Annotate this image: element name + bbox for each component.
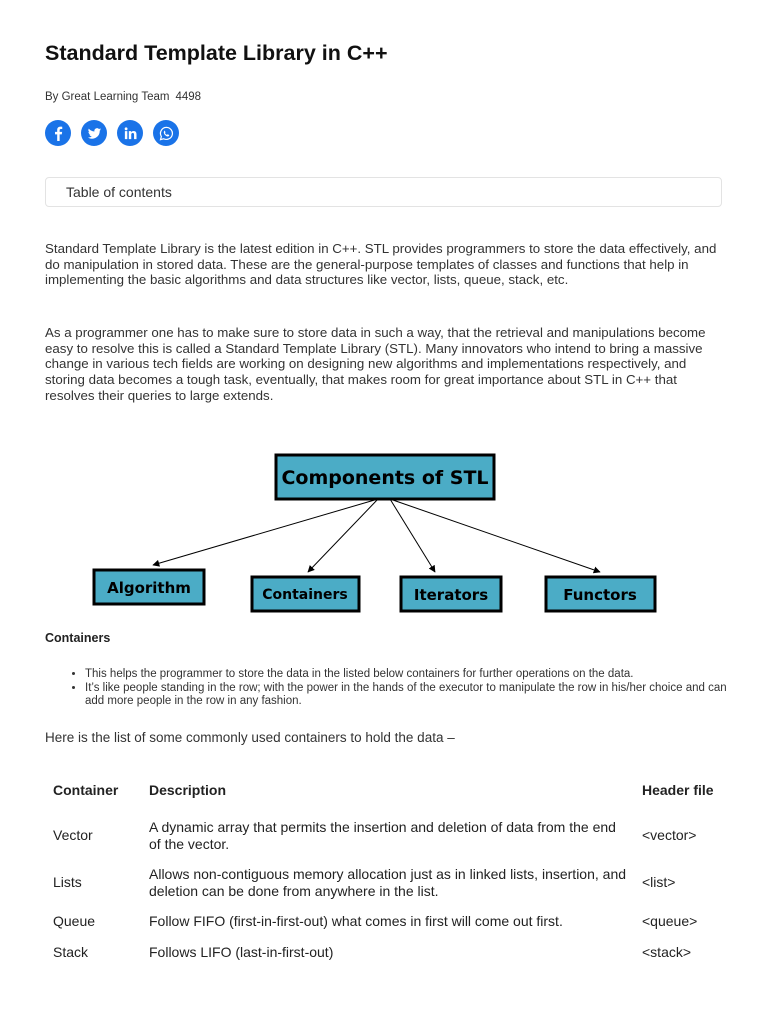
stl-components-svg bbox=[80, 440, 680, 630]
cell-description: Allows non-contiguous memory allocation just as in linked lists, insertion, and deletion can be done from anywhere in the list. bbox=[149, 865, 627, 899]
cell-container: Vector bbox=[53, 827, 93, 843]
containers-heading: Containers bbox=[45, 631, 111, 645]
share-linkedin-button[interactable] bbox=[117, 120, 143, 146]
cell-header-file: <vector> bbox=[642, 827, 697, 843]
table-row bbox=[45, 812, 735, 859]
table-of-contents-toggle[interactable]: Table of contents bbox=[45, 177, 722, 207]
node-functors-label: Functors bbox=[563, 586, 637, 604]
containers-table bbox=[45, 768, 735, 968]
stl-paragraph: As a programmer one has to make sure to store data in such a way, that the retrieval and manipulations become easy to resolve this is called a Standard Template Library (STL). Many innovators who intend to bring a massive change in various tech fields are working on designing new algorithms and implementations respectively, and storing data becomes a tough task, eventually, that makes room for great importance about STL in C++ that resolves their queries to large extends. bbox=[45, 325, 706, 403]
arrow-containers bbox=[308, 499, 378, 572]
cell-header-file: <queue> bbox=[642, 913, 698, 929]
share-bar bbox=[45, 120, 179, 146]
node-iterators-label: Iterators bbox=[413, 586, 489, 604]
view-count: 4498 bbox=[175, 91, 202, 103]
cell-container: Stack bbox=[53, 944, 89, 960]
article-title: Standard Template Library in C++ bbox=[45, 41, 388, 65]
whatsapp-icon bbox=[159, 126, 174, 141]
arrow-algorithm bbox=[153, 499, 378, 565]
linkedin-icon bbox=[123, 126, 138, 141]
table-row bbox=[45, 906, 735, 937]
cell-container: Lists bbox=[53, 874, 82, 890]
header-description: Description bbox=[149, 782, 227, 798]
header-header-file: Header file bbox=[642, 782, 714, 798]
cell-description: Follows LIFO (last-in-first-out) bbox=[149, 944, 334, 960]
containers-intro: Here is the list of some commonly used containers to hold the data – bbox=[45, 730, 455, 745]
twitter-icon bbox=[87, 126, 102, 141]
header-container: Container bbox=[53, 782, 119, 798]
arrow-functors bbox=[390, 499, 600, 572]
byline bbox=[45, 91, 201, 103]
list-item: • It’s like people standing in the row; with the power in the hands of the executor to manipulate the row in his/her choice and can add more people in the row in any fashion. bbox=[85, 682, 735, 709]
cell-header-file: <list> bbox=[642, 874, 676, 890]
node-containers-label: Containers bbox=[262, 587, 348, 603]
cell-description: A dynamic array that permits the insertion and deletion of data from the end of the vector. bbox=[149, 818, 616, 852]
node-algorithm-label: Algorithm bbox=[107, 579, 191, 597]
cell-description: Follow FIFO (first-in-first-out) what comes in first will come out first. bbox=[149, 913, 563, 929]
share-facebook-button[interactable] bbox=[45, 120, 71, 146]
table-row bbox=[45, 859, 735, 906]
share-whatsapp-button[interactable] bbox=[153, 120, 179, 146]
root-node-label: Components of STL bbox=[281, 467, 489, 489]
intro-paragraph: Standard Template Library is the latest edition in C++. STL provides programmers to store the data effectively, and do manipulation in stored data. These are the general-purpose templates of classes and functions that help in implementing the basic algorithms and data structures like vector, lists, queue, stack, etc. bbox=[45, 241, 717, 288]
cell-container: Queue bbox=[53, 913, 96, 929]
cell-header-file: <stack> bbox=[642, 944, 692, 960]
containers-bullet-list bbox=[45, 668, 735, 709]
facebook-icon bbox=[51, 126, 66, 141]
table-header-row bbox=[45, 768, 735, 812]
arrow-iterators bbox=[390, 499, 435, 572]
table-row bbox=[45, 937, 735, 968]
stl-components-diagram bbox=[80, 440, 680, 630]
list-item: • This helps the programmer to store the data in the listed below containers for further operations on the data. bbox=[85, 668, 735, 682]
author-link[interactable]: By Great Learning Team bbox=[45, 91, 170, 103]
share-twitter-button[interactable] bbox=[81, 120, 107, 146]
